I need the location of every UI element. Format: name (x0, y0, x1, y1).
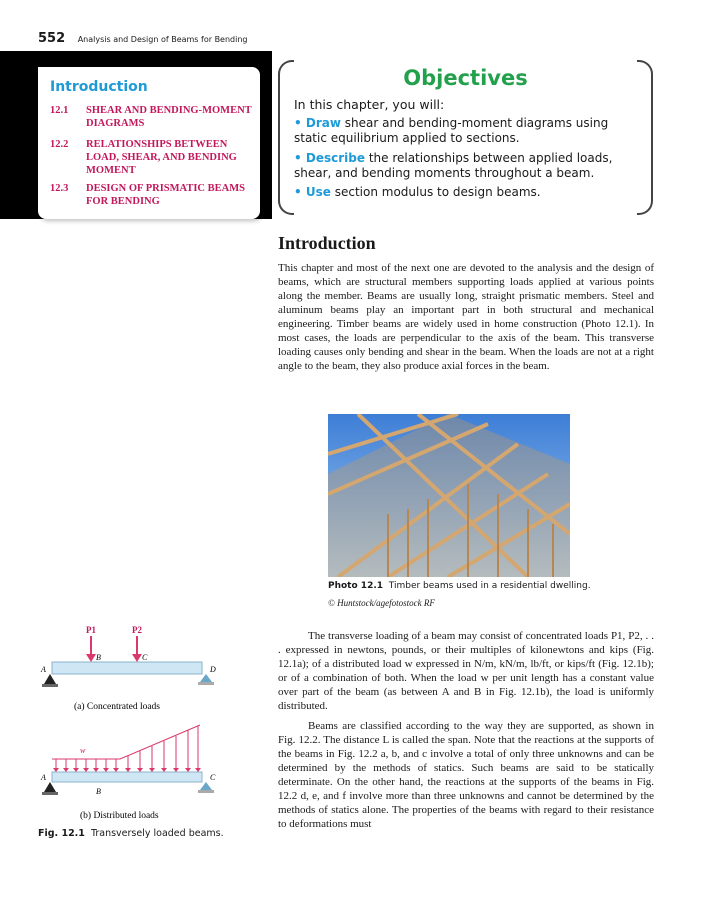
point-a: A (41, 665, 46, 674)
toc-item-number: 12.3 (50, 183, 69, 194)
load-label-w: w (80, 746, 86, 755)
beam-figure (30, 620, 240, 820)
objective-item: • Use section modulus to design beams. (294, 185, 541, 199)
objective-text: shear and bending-moment diagrams using static equilibrium applied to sections. (294, 116, 609, 145)
objective-text: the relationships between applied loads, shear, and bending moments throughout a beam. (294, 151, 613, 180)
objectives-title: Objectives (403, 66, 528, 90)
objective-keyword: Use (305, 185, 331, 199)
body-paragraph: The transverse loading of a beam may consist of concentrated loads P1, P2, . . . expressed in newtons, pounds, or their multiples of kilonewtons and kips (Fig. 12.1a); of a distributed load w expressed in N/m, kN/m, lb/ft, or kips/ft (Fig. 12.1b); or of a combination of both. When the load w per unit length has a constant value over part of the beam (as between A and B in Fig. 12.1b), the load is uniformly distributed. (278, 630, 654, 712)
toc-item-number: 12.2 (50, 139, 69, 150)
objective-item: • Describe the relationships between applied loads, shear, and bending moments throughout a beam. (294, 151, 613, 180)
figure-caption-text: Transversely loaded beams. (90, 828, 224, 839)
toc-item (50, 138, 255, 177)
photo-caption (328, 581, 591, 591)
point-a: A (41, 773, 46, 782)
figure-label: Fig. 12.1 (38, 828, 85, 839)
point-b: B (96, 787, 101, 796)
photo-credit: © Huntstock/agefotostock RF (328, 598, 435, 608)
point-c: C (142, 653, 148, 662)
chapter-toc (38, 67, 260, 219)
toc-item (50, 104, 255, 130)
toc-item-text: DESIGN OF PRISMATIC BEAMS FOR BENDING (86, 183, 245, 207)
objective-keyword: Draw (305, 116, 341, 130)
objectives-box (278, 60, 653, 215)
page-header (38, 31, 248, 46)
objective-keyword: Describe (305, 151, 365, 165)
running-title: Analysis and Design of Beams for Bending (77, 35, 248, 44)
photo-caption-text: Timber beams used in a residential dwelling. (388, 581, 591, 591)
timber-beams-photo (328, 414, 570, 577)
toc-item-text: RELATIONSHIPS BETWEEN LOAD, SHEAR, AND BENDING MOMENT (86, 139, 237, 176)
point-b: B (96, 653, 101, 662)
point-c: C (210, 773, 216, 782)
objective-item: • Draw shear and bending-moment diagrams using static equilibrium applied to sections. (294, 116, 609, 145)
section-heading: Introduction (278, 233, 376, 253)
toc-item-number: 12.1 (50, 105, 69, 116)
load-label-p1: P1 (86, 625, 96, 635)
subcaption-a: (a) Concentrated loads (74, 702, 160, 712)
beam-b (40, 725, 216, 820)
intro-paragraph: This chapter and most of the next one are devoted to the analysis and the design of beams, which are structural members supporting loads applied at various points along the member. Beams are usually long, straight prismatic members. Steel and aluminum beams play an important part in both structural and mechanical engineering. Timber beams are widely used in home construction (Photo 12.1). In most cases, the loads are perpendicular to the axis of the beam. This transverse loading causes only bending and shear in the beam. When the loads are not at a right angle to the beam, they also produce axial forces in the beam. (278, 262, 654, 372)
page-number: 552 (38, 31, 66, 46)
toc-item (50, 182, 255, 208)
figure-caption (38, 828, 224, 839)
photo-label: Photo 12.1 (328, 581, 384, 591)
beam-a (40, 625, 216, 712)
body-paragraph: Beams are classified according to the way they are supported, as shown in Fig. 12.2. The distance L is called the span. Note that the reactions at the supports of the beams in Fig. 12.2 a, b, and c involve a total of only three unknowns and can be determined by the methods of statics. Such beams are said to be statically determinate. On the other hand, the reactions at the supports of the beams in Fig. 12.2 d, e, and f involve more than three unknowns and cannot be determined by the methods of statics alone. The properties of the beams with regard to their resistance to deformations must (278, 720, 654, 830)
load-label-p2: P2 (132, 625, 142, 635)
subcaption-b: (b) Distributed loads (80, 811, 159, 820)
objective-text: section modulus to design beams. (334, 185, 541, 199)
objectives-intro: In this chapter, you will: (294, 97, 445, 112)
toc-title: Introduction (50, 79, 148, 95)
point-d: D (210, 665, 216, 674)
toc-item-text: SHEAR AND BENDING-MOMENT DIAGRAMS (86, 105, 252, 129)
